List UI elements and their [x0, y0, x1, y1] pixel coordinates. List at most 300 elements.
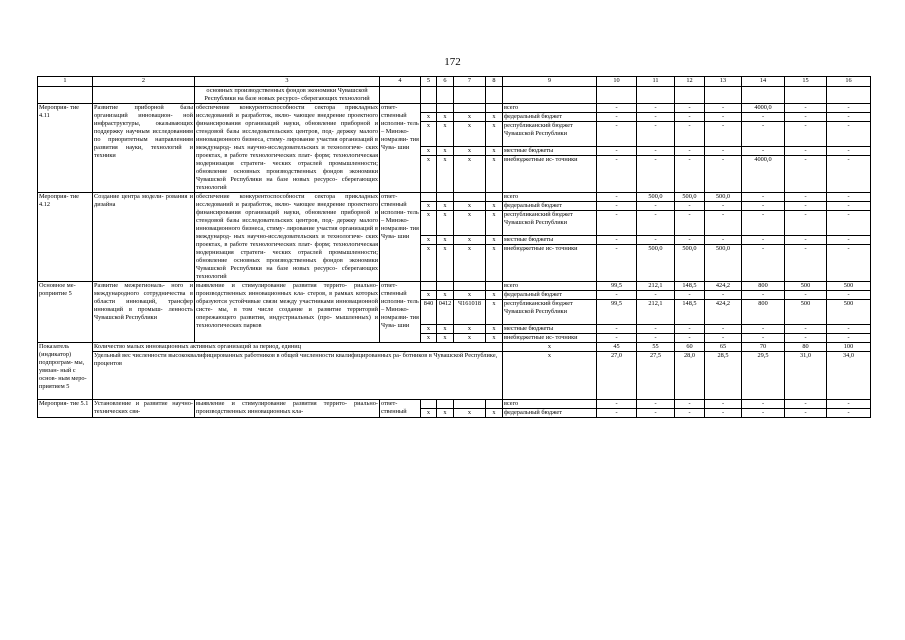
- amount-cell: 4000,0: [754, 104, 772, 111]
- amount-cell: -: [827, 408, 870, 417]
- funding-source: республиканский бюджет Чувашской Республики: [503, 210, 596, 235]
- amount-cell: -: [804, 104, 807, 111]
- budget-code-col: [421, 193, 437, 282]
- indicator-text: Удельный вес численности высококвалифицированных работников в общей численности квалифицированных ра- ботников в Чувашской Республике, процентов: [93, 352, 503, 400]
- funding-source: всего: [504, 104, 519, 111]
- header-cell: 3: [195, 77, 380, 87]
- year-col: [597, 282, 637, 343]
- amount-cell: -: [615, 400, 618, 407]
- indicator-value: 28,0: [675, 352, 705, 400]
- year-col: [827, 282, 871, 343]
- year-col: [675, 104, 705, 193]
- amount-cell: -: [827, 333, 870, 342]
- funding-source: федеральный бюджет: [503, 290, 596, 299]
- header-cell: 10: [597, 77, 637, 87]
- indicator-row: [38, 343, 871, 352]
- amount-cell: 212,1: [648, 282, 663, 289]
- indicator-x: x: [503, 352, 597, 400]
- header-cell: 13: [705, 77, 742, 87]
- year-col: [675, 400, 705, 418]
- amount-cell: -: [597, 324, 636, 333]
- budget-code-cell: x: [486, 324, 502, 333]
- amount-cell: -: [742, 290, 784, 299]
- amount-cell: -: [597, 235, 636, 244]
- budget-code-cell: [421, 104, 436, 112]
- amount-cell: 500,0: [705, 244, 741, 253]
- budget-code-cell: x: [486, 235, 502, 244]
- header-cell: 8: [486, 77, 503, 87]
- budget-code-cell: x: [437, 121, 453, 146]
- amount-cell: -: [597, 408, 636, 417]
- amount-cell: -: [675, 155, 704, 164]
- budget-code-cell: x: [454, 155, 485, 164]
- amount-cell: 500,0: [637, 244, 674, 253]
- responsible-executor: ответ- ственный исполни- тель – Минэко- номразви- тия Чува- шии: [380, 104, 421, 193]
- budget-code-cell: x: [454, 235, 485, 244]
- amount-cell: 500,0: [682, 193, 697, 200]
- funding-source: республиканский бюджет Чувашской Республики: [503, 299, 596, 324]
- funding-source: внебюджетные ис- точники: [503, 155, 596, 164]
- indicator-value: 55: [637, 343, 675, 352]
- budget-code-cell: [454, 193, 485, 201]
- amount-cell: -: [705, 333, 741, 342]
- budget-code-cell: [486, 400, 502, 408]
- header-cell: 5: [421, 77, 437, 87]
- budget-code-cell: Ч161018: [454, 299, 485, 324]
- amount-cell: -: [637, 290, 674, 299]
- year-col: [742, 193, 785, 282]
- year-col: [705, 104, 742, 193]
- budget-code-cell: x: [421, 155, 436, 164]
- budget-code-cell: x: [437, 155, 453, 164]
- amount-cell: -: [705, 290, 741, 299]
- amount-cell: -: [785, 324, 826, 333]
- amount-cell: -: [721, 104, 725, 111]
- amount-cell: 148,5: [675, 299, 704, 324]
- budget-code-cell: [421, 282, 436, 290]
- amount-cell: -: [827, 201, 870, 210]
- amount-cell: 800: [742, 299, 784, 324]
- amount-cell: -: [705, 121, 741, 146]
- budget-code-cell: x: [486, 146, 502, 155]
- amount-cell: -: [742, 408, 784, 417]
- budget-code-cell: x: [421, 408, 436, 417]
- table-body: [38, 77, 871, 418]
- amount-cell: 99,5: [610, 282, 623, 289]
- amount-cell: -: [675, 333, 704, 342]
- budget-code-cell: x: [437, 333, 453, 342]
- amount-cell: -: [705, 146, 741, 155]
- year-col: [637, 193, 675, 282]
- amount-cell: -: [742, 333, 784, 342]
- header-cell: 14: [742, 77, 785, 87]
- budget-code-cell: [421, 193, 436, 201]
- amount-cell: -: [827, 210, 870, 235]
- funding-source: всего: [504, 400, 519, 407]
- indicator-row: [38, 352, 871, 400]
- budget-code-cell: x: [486, 121, 502, 146]
- amount-cell: -: [597, 333, 636, 342]
- amount-cell: -: [827, 112, 870, 121]
- amount-cell: -: [597, 146, 636, 155]
- header-cell: 12: [675, 77, 705, 87]
- amount-cell: -: [597, 201, 636, 210]
- amount-cell: -: [637, 408, 674, 417]
- funding-source: федеральный бюджет: [503, 408, 596, 417]
- activity-name: Развитие межрегиональ- ного и международного сотрудничества в области инноваций, трансфер инноваций в промыш- ленность Чувашской Республики: [93, 282, 195, 343]
- budget-code-col: [437, 193, 454, 282]
- year-col: [742, 400, 785, 418]
- amount-cell: -: [785, 121, 826, 146]
- activity-goal: обеспечение конкурентоспособности сектора прикладных исследований и разработок, вклю- чающее внедрение проектного финансирования организаций науки, обновление приборной и стендовой базы исследовательских центров, под- держку малого инновационного бизнеса, стиму- лирование участия организаций в международ- ных научно-исследовательских и технологиче- ских проектах, в работе технологических плат- форм; технологическая модернизация стратеги- ческих отраслей промышленности; обновление основных производственных фондов экономики Чувашской Республики на базе новых ресурсо- сберегающих технологий: [196, 104, 378, 191]
- indicator-x: x: [503, 343, 597, 352]
- amount-cell: -: [785, 112, 826, 121]
- funding-source: местные бюджеты: [503, 324, 596, 333]
- amount-cell: -: [705, 408, 741, 417]
- amount-cell: -: [675, 121, 704, 146]
- budget-code-cell: x: [454, 333, 485, 342]
- budget-code-cell: x: [454, 201, 485, 210]
- year-col: [742, 282, 785, 343]
- activity-goal: выявление и стимулирование развития террито- риально-производственных инновационных кла- стеров, в рамках которых образуются устойчивые связи между участниками инновационной систе- мы, в том числе создание и развитие территорий опережающего развития, индустриальных (про- мышленных) и технологических парков: [195, 282, 380, 343]
- amount-cell: -: [637, 201, 674, 210]
- amount-cell: -: [847, 104, 850, 111]
- budget-code-cell: x: [437, 235, 453, 244]
- funding-source: внебюджетные ис- точники: [503, 333, 596, 342]
- amount-cell: -: [742, 112, 784, 121]
- amount-cell: -: [675, 235, 704, 244]
- budget-code-cell: [486, 193, 502, 201]
- budget-code-cell: [486, 104, 502, 112]
- budget-code-cell: [421, 400, 436, 408]
- budget-code-cell: 0412: [437, 299, 453, 324]
- indicator-value: 34,0: [827, 352, 871, 400]
- year-col: [675, 282, 705, 343]
- activity-4-12-row: [38, 193, 871, 282]
- budget-code-cell: x: [421, 201, 436, 210]
- amount-cell: -: [827, 290, 870, 299]
- funding-source: местные бюджеты: [503, 146, 596, 155]
- budget-code-cell: x: [437, 210, 453, 235]
- header-cell: 1: [38, 77, 93, 87]
- budget-code-col: [454, 282, 486, 343]
- budget-code-cell: x: [437, 324, 453, 333]
- budget-code-cell: [454, 400, 485, 408]
- amount-cell: 212,1: [637, 299, 674, 324]
- year-col: [705, 282, 742, 343]
- year-col: [785, 193, 827, 282]
- budget-code-cell: x: [437, 112, 453, 121]
- amount-cell: -: [761, 193, 765, 200]
- amount-cell: -: [827, 121, 870, 146]
- activity-name: Создание центра модели- рования и дизайна: [93, 193, 195, 282]
- amount-cell: -: [637, 324, 674, 333]
- year-col: [637, 104, 675, 193]
- budget-code-col: [437, 104, 454, 193]
- funding-source: федеральный бюджет: [503, 112, 596, 121]
- activity-code: Основное ме- роприятие 5: [38, 282, 93, 343]
- indicator-value: 80: [785, 343, 827, 352]
- amount-cell: -: [675, 290, 704, 299]
- budget-code-cell: x: [421, 290, 436, 299]
- goal-text: основных производственных фондов экономики Чувашской Республики на базе новых ресурсо- сберегающих технологий: [195, 87, 380, 104]
- budget-code-col: [454, 104, 486, 193]
- amount-cell: -: [785, 235, 826, 244]
- amount-cell: -: [688, 400, 691, 407]
- amount-cell: 424,2: [715, 282, 731, 289]
- budget-code-cell: x: [454, 290, 485, 299]
- amount-cell: 500,0: [715, 193, 731, 200]
- amount-cell: -: [742, 210, 784, 235]
- responsible-executor: ответ- ственный: [380, 400, 421, 418]
- amount-cell: -: [675, 112, 704, 121]
- budget-code-cell: x: [486, 112, 502, 121]
- activity-code: Мероприя- тие 4.12: [38, 193, 93, 282]
- budget-code-cell: [454, 104, 485, 112]
- budget-code-cell: [486, 282, 502, 290]
- budget-code-cell: x: [486, 201, 502, 210]
- responsible-executor: ответ- ственный исполни- тель – Минэко- номразви- тия Чува- шии: [380, 282, 421, 343]
- responsible-executor: ответ- ственный исполни- тель – Минэко- номразви- тия Чува- шии: [380, 193, 421, 282]
- budget-code-cell: [454, 282, 485, 290]
- funding-source: федеральный бюджет: [503, 201, 596, 210]
- indicator-value: 29,5: [742, 352, 785, 400]
- budget-code-cell: x: [454, 121, 485, 146]
- amount-cell: -: [742, 235, 784, 244]
- budget-code-cell: x: [421, 333, 436, 342]
- budget-code-cell: x: [454, 324, 485, 333]
- year-col: [742, 104, 785, 193]
- indicator-text: Количество малых инновационных активных организаций за период, единиц: [93, 343, 503, 352]
- activity-name: Развитие приборной базы организаций инновацион- ной инфраструктуры, оказывающих поддержку научным исследованиям по приоритетным направлениям развития науки, технологий и техники: [93, 104, 195, 193]
- budget-code-cell: x: [486, 155, 502, 164]
- activity-4-11-row: [38, 104, 871, 193]
- amount-cell: -: [785, 333, 826, 342]
- program-table: [37, 76, 871, 418]
- amount-cell: 4000,0: [742, 155, 784, 164]
- amount-cell: -: [804, 400, 807, 407]
- indicator-value: 31,0: [785, 352, 827, 400]
- amount-cell: -: [804, 193, 807, 200]
- budget-code-cell: x: [437, 146, 453, 155]
- amount-cell: -: [785, 244, 826, 253]
- budget-code-cell: x: [486, 299, 502, 324]
- amount-cell: -: [615, 104, 618, 111]
- budget-code-col: [486, 400, 503, 418]
- amount-cell: -: [742, 146, 784, 155]
- amount-cell: 99,5: [597, 299, 636, 324]
- amount-cell: -: [827, 244, 870, 253]
- amount-cell: -: [637, 112, 674, 121]
- amount-cell: -: [637, 333, 674, 342]
- budget-code-col: [437, 400, 454, 418]
- amount-cell: 500: [785, 299, 826, 324]
- header-row: [38, 77, 871, 87]
- amount-cell: -: [675, 201, 704, 210]
- amount-cell: -: [721, 400, 725, 407]
- budget-code-col: [454, 193, 486, 282]
- budget-code-cell: 840: [421, 299, 436, 324]
- budget-code-cell: x: [421, 324, 436, 333]
- amount-cell: -: [688, 104, 691, 111]
- year-col: [827, 104, 871, 193]
- amount-cell: -: [827, 324, 870, 333]
- amount-cell: -: [785, 155, 826, 164]
- amount-cell: -: [615, 193, 618, 200]
- amount-cell: -: [597, 210, 636, 235]
- header-cell: 9: [503, 77, 597, 87]
- funding-source-col: [503, 104, 597, 193]
- amount-cell: -: [785, 201, 826, 210]
- budget-code-cell: x: [454, 210, 485, 235]
- funding-source: республиканский бюджет Чувашской Республики: [503, 121, 596, 146]
- indicator-value: 27,5: [637, 352, 675, 400]
- funding-source-col: [503, 400, 597, 418]
- amount-cell: -: [785, 146, 826, 155]
- amount-cell: -: [654, 104, 657, 111]
- amount-cell: -: [675, 146, 704, 155]
- amount-cell: -: [705, 155, 741, 164]
- amount-cell: -: [742, 324, 784, 333]
- budget-code-col: [421, 400, 437, 418]
- amount-cell: 148,5: [682, 282, 697, 289]
- amount-cell: -: [785, 290, 826, 299]
- amount-cell: -: [785, 408, 826, 417]
- header-cell: 11: [637, 77, 675, 87]
- year-col: [827, 193, 871, 282]
- amount-cell: -: [637, 210, 674, 235]
- budget-code-cell: x: [421, 112, 436, 121]
- budget-code-cell: [437, 282, 453, 290]
- budget-code-cell: x: [486, 210, 502, 235]
- year-col: [675, 193, 705, 282]
- indicator-label: Показатель (индикатор) подпрограм- мы, увязан- ный с основ- ным меро- приятием 5: [38, 343, 93, 400]
- amount-cell: 500: [843, 282, 854, 289]
- amount-cell: -: [597, 290, 636, 299]
- budget-code-col: [454, 400, 486, 418]
- budget-code-cell: x: [437, 201, 453, 210]
- indicator-value: 27,0: [597, 352, 637, 400]
- amount-cell: -: [761, 400, 765, 407]
- amount-cell: -: [705, 112, 741, 121]
- activity-name: Установление и развитие научно-технических свя-: [93, 400, 195, 418]
- header-cell: 15: [785, 77, 827, 87]
- amount-cell: -: [705, 201, 741, 210]
- amount-cell: -: [847, 400, 850, 407]
- funding-source-col: [503, 282, 597, 343]
- amount-cell: -: [705, 235, 741, 244]
- year-col: [705, 193, 742, 282]
- year-col: [597, 104, 637, 193]
- continuation-row: [38, 87, 871, 104]
- amount-cell: -: [827, 235, 870, 244]
- year-col: [827, 400, 871, 418]
- indicator-value: 100: [827, 343, 871, 352]
- amount-cell: -: [597, 112, 636, 121]
- amount-cell: 500,0: [675, 244, 704, 253]
- funding-source: внебюджетные ис- точники: [503, 244, 596, 253]
- amount-cell: 800: [758, 282, 768, 289]
- funding-source-col: [503, 193, 597, 282]
- budget-code-col: [421, 282, 437, 343]
- budget-code-cell: x: [454, 408, 485, 417]
- amount-cell: -: [637, 155, 674, 164]
- header-cell: 16: [827, 77, 871, 87]
- amount-cell: -: [654, 400, 657, 407]
- budget-code-cell: x: [421, 146, 436, 155]
- budget-code-col: [486, 282, 503, 343]
- indicator-value: 45: [597, 343, 637, 352]
- indicator-value: 28,5: [705, 352, 742, 400]
- amount-cell: -: [742, 201, 784, 210]
- budget-code-cell: [437, 193, 453, 201]
- amount-cell: 500,0: [648, 193, 663, 200]
- year-col: [705, 400, 742, 418]
- amount-cell: -: [637, 121, 674, 146]
- budget-code-cell: x: [421, 244, 436, 253]
- indicator-value: 70: [742, 343, 785, 352]
- amount-cell: -: [675, 210, 704, 235]
- amount-cell: -: [827, 146, 870, 155]
- amount-cell: 500: [800, 282, 811, 289]
- activity-goal: выявление и стимулирование развития террито- риально-производственных инновационных кла-: [195, 400, 380, 418]
- main-activity-5-row: [38, 282, 871, 343]
- year-col: [597, 193, 637, 282]
- amount-cell: -: [597, 121, 636, 146]
- budget-code-cell: [437, 400, 453, 408]
- amount-cell: -: [637, 146, 674, 155]
- budget-code-col: [437, 282, 454, 343]
- budget-code-cell: x: [486, 290, 502, 299]
- amount-cell: 424,2: [705, 299, 741, 324]
- amount-cell: -: [675, 324, 704, 333]
- amount-cell: -: [597, 155, 636, 164]
- funding-source: всего: [504, 282, 519, 289]
- budget-code-cell: [437, 104, 453, 112]
- funding-source: местные бюджеты: [503, 235, 596, 244]
- budget-code-col: [421, 104, 437, 193]
- budget-code-cell: x: [454, 112, 485, 121]
- amount-cell: -: [742, 121, 784, 146]
- amount-cell: -: [847, 193, 850, 200]
- page-number: 172: [444, 56, 461, 68]
- budget-code-cell: x: [421, 235, 436, 244]
- budget-code-cell: x: [486, 244, 502, 253]
- amount-cell: -: [705, 324, 741, 333]
- amount-cell: -: [705, 210, 741, 235]
- amount-cell: -: [785, 210, 826, 235]
- year-col: [785, 400, 827, 418]
- budget-code-cell: x: [437, 290, 453, 299]
- activity-code: Мероприя- тие 5.1: [38, 400, 93, 418]
- budget-code-cell: x: [454, 244, 485, 253]
- indicator-value: 60: [675, 343, 705, 352]
- amount-cell: -: [827, 155, 870, 164]
- activity-code: Мероприя- тие 4.11: [38, 104, 93, 193]
- amount-cell: 500: [827, 299, 870, 324]
- budget-code-cell: x: [437, 244, 453, 253]
- amount-cell: -: [742, 244, 784, 253]
- year-col: [785, 282, 827, 343]
- amount-cell: -: [637, 235, 674, 244]
- activity-5-1-row: [38, 400, 871, 418]
- budget-code-cell: x: [486, 333, 502, 342]
- funding-source: всего: [504, 193, 519, 200]
- amount-cell: -: [597, 244, 636, 253]
- year-col: [637, 282, 675, 343]
- budget-code-cell: x: [421, 210, 436, 235]
- amount-cell: -: [675, 408, 704, 417]
